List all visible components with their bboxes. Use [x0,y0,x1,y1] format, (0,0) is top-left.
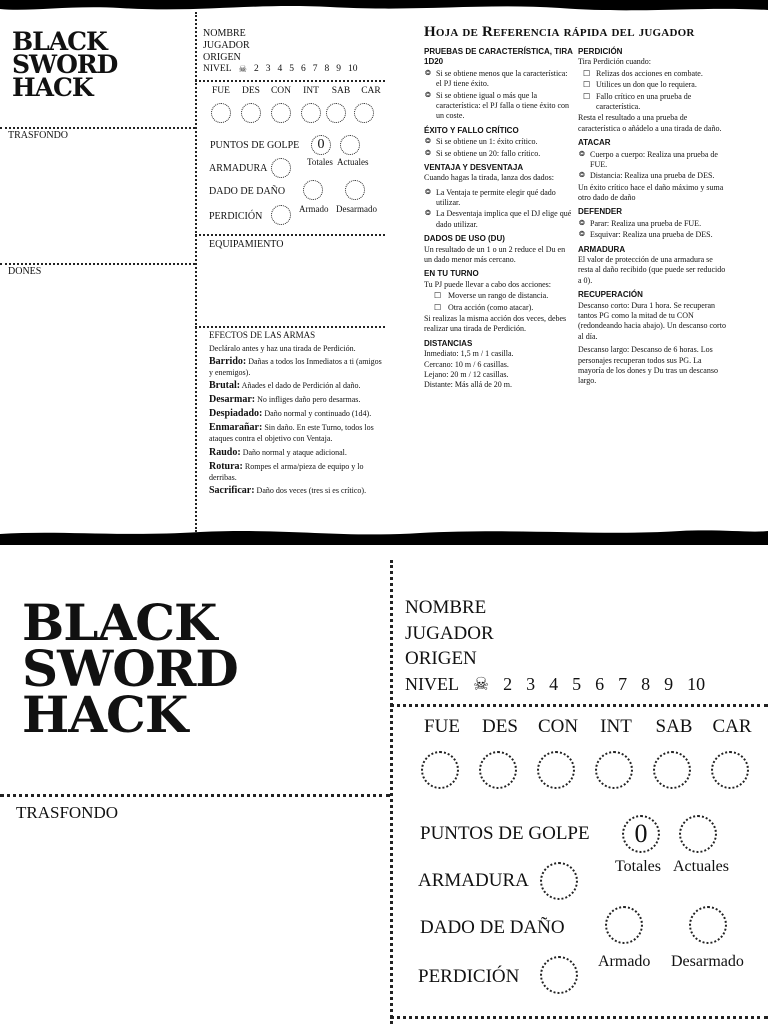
stat-des-circle[interactable] [241,103,261,123]
stat-sab-circle[interactable] [653,751,691,789]
perdicion-label: PERDICIÓN [209,211,263,222]
armor-circle[interactable] [540,862,578,900]
level-10[interactable]: 10 [348,64,358,74]
stat-sab-circle[interactable] [326,103,346,123]
stat-fue-circle[interactable] [421,751,459,789]
level-2[interactable]: 2 [503,674,513,694]
level-track[interactable] [203,64,358,75]
armadura-label-large: ARMADURA [418,870,529,891]
level-4[interactable]: 4 [277,64,283,74]
actuales-label: Actuales [337,157,369,167]
stat-fue-circle[interactable] [211,103,231,123]
trasfondo-field-large[interactable]: TRASFONDO [16,803,119,822]
stat-car-circle[interactable] [354,103,374,123]
level-2[interactable]: 2 [254,64,259,74]
stat-labels-large: FUE DES CON INT SAB CAR [424,716,752,737]
armor-circle[interactable] [271,158,291,178]
stat-con-circle[interactable] [537,751,575,789]
level-5[interactable]: 5 [572,674,582,694]
level-9[interactable]: 9 [336,64,342,74]
weapon-effects-intro: Decláralo antes y haz una tirada de Perdición. [209,343,356,353]
equipamiento-field[interactable]: EQUIPAMIENTO [209,239,284,250]
weapon-effect-item: Brutal: Añades el dado de Perdición al daño. [209,380,361,392]
chain-divider [390,1016,768,1019]
level-8[interactable]: 8 [641,674,651,694]
armado-label: Armado [598,953,651,970]
weapon-effects [209,330,387,498]
ink-brush-border-bottom [0,528,768,545]
level-6[interactable]: 6 [301,64,306,74]
nivel-label: NIVEL [203,64,232,74]
level-7[interactable]: 7 [618,674,628,694]
level-7[interactable]: 7 [312,64,318,74]
level-3[interactable]: 3 [526,674,536,694]
weapon-effect-item: Enmarañar: Sin daño. En este Turno, todos los ataques contra el objetivo con Ventaja. [209,422,374,444]
hp-total-circle[interactable]: 0 [622,815,660,853]
weapon-effect-item: Sacrificar: Daño dos veces (tres si es crítico). [209,485,367,497]
skull-crossbones-icon: ☠ [472,674,490,694]
skull-crossbones-icon: ☠ [238,65,248,75]
weapon-effect-item: Desarmar: No infliges daño pero desarmas. [209,394,361,406]
trasfondo-field[interactable]: TRASFONDO [8,130,69,141]
nivel-label: NIVEL [405,674,459,694]
dones-field[interactable]: DONES [8,266,42,277]
jugador-field[interactable]: JUGADOR [203,40,250,51]
level-5[interactable]: 5 [289,64,295,74]
totales-label: Totales [615,858,661,875]
reference-title: Hoja de Referencia rápida del jugador [424,24,695,40]
weapon-effect-item: Raudo: Daño normal y ataque adicional. [209,446,347,458]
armed-damage-circle[interactable] [605,906,643,944]
reference-column-right: PERDICIÓN Tira Perdición cuando: ☐ Relizas dos acciones en combate. ☐ Utilices un don que lo requiera. ☐ Fallo crítico en una prueba de característica. Resta el resultado a una prueba de característica o añádelo a una tirada de daño. ATACAR ❂ Cuerpo a cuerpo: Realiza una prueba de FUE. ❂ Distancia: Realiza una prueba de DES. Un éxito crítico hace el daño máximo y suma otro dado de daño DEFENDER ❂ Parar: Realiza una prueba de FUE. ❂ Esquivar: Realiza una prueba de DES. ARMADURA El valor de protección de una armadura se resta al daño recibido (que puede ser reducido a 0). RECUPERACIÓN Descanso corto: Dura 1 hora. Se recuperan tantos PG como la mitad de tu CON (redondeando hacia abajo). Un descanso corto al día. Descanso largo: Descanso de 6 horas. Los personajes recuperan todos sus PG. La mayoría de los dones y Du tras un descanso largo. [578,47,726,387]
level-8[interactable]: 8 [324,64,330,74]
perdicion-label-large: PERDICIÓN [418,966,520,987]
stat-des-circle[interactable] [479,751,517,789]
unarmed-damage-circle[interactable] [345,180,365,200]
game-logo: BLACK SWORD HACK [12,27,118,102]
level-track-large[interactable] [405,674,705,695]
stat-con-circle[interactable] [271,103,291,123]
stat-labels: FUE DES CON INT SAB CAR [212,86,381,96]
weapon-effects-title: EFECTOS DE LAS ARMAS [209,330,316,340]
weapon-effect-item: Despiadado: Daño normal y continuado (1d4). [209,408,372,420]
level-6[interactable]: 6 [595,674,605,694]
dado-dano-label: DADO DE DAÑO [209,186,286,197]
nombre-field-large[interactable]: NOMBRE [405,597,487,618]
armado-label: Armado [299,204,329,214]
nombre-field[interactable]: NOMBRE [203,28,246,39]
weapon-effect-item: Rotura: Rompes el arma/pieza de equipo y lo derribas. [209,460,364,482]
chain-divider-vertical [390,560,393,1024]
actuales-label: Actuales [673,858,729,875]
dado-dano-label-large: DADO DE DAÑO [420,917,565,938]
chain-divider [0,794,390,797]
chain-divider [195,326,385,328]
level-3[interactable]: 3 [265,64,271,74]
stat-car-circle[interactable] [711,751,749,789]
armadura-label: ARMADURA [209,163,268,174]
chain-divider [0,127,195,129]
origen-field[interactable]: ORIGEN [203,52,241,63]
level-4[interactable]: 4 [549,674,559,694]
desarmado-label: Desarmado [671,953,744,970]
chain-divider-vertical [195,12,197,532]
puntos-golpe-label: PUNTOS DE GOLPE [210,140,300,151]
stat-int-circle[interactable] [301,103,321,123]
totales-label: Totales [307,157,333,167]
unarmed-damage-circle[interactable] [689,906,727,944]
armed-damage-circle[interactable] [303,180,323,200]
level-10[interactable]: 10 [687,674,706,694]
puntos-golpe-label-large: PUNTOS DE GOLPE [420,823,590,844]
perdicion-circle[interactable] [540,956,578,994]
chain-divider [0,263,195,265]
origen-field-large[interactable]: ORIGEN [405,648,477,669]
jugador-field-large[interactable]: JUGADOR [405,623,494,644]
stat-int-circle[interactable] [595,751,633,789]
chain-divider [195,234,385,236]
game-logo-large: BLACK SWORD HACK [22,593,238,744]
hp-current-circle[interactable] [679,815,717,853]
level-9[interactable]: 9 [664,674,674,694]
desarmado-label: Desarmado [336,204,377,214]
ink-brush-border-top [0,0,768,18]
perdicion-circle[interactable] [271,205,291,225]
reference-column-left: PRUEBAS DE CARACTERÍSTICA, TIRA 1D20 ❂ Si se obtiene menos que la característica: el PJ tiene éxito. ❂ Si se obtiene igual o más que la característica: el PJ falla o tiene éxito con un coste. ÉXITO Y FALLO CRÍTICO ❂ Si se obtiene un 1: éxito crítico. ❂ Si se obtiene un 20: fallo crítico. VENTAJA Y DESVENTAJA Cuando hagas la tirada, lanza dos dados: ❂ La Ventaja te permite elegir qué dado utilizar. ❂ La Desventaja implica que el DJ elige qué dado utilizar. DADOS DE USO (DU) Un resultado de un 1 o un 2 reduce el Du en un dado menor más cercano. EN TU TURNO Tu PJ puede llevar a cabo dos acciones: ☐ Moverse un rango de distancia. ☐ Otra acción (como atacar). Si realizas la misma acción dos veces, debes realizar una tirada de Perdición. DISTANCIAS Inmediato: 1,5 m / 1 casilla. Cercano: 10 m / 6 casillas. Lejano: 20 m / 12 casillas. Distante: Más allá de 20 m. [424,47,574,391]
chain-divider [390,704,768,707]
hp-current-circle[interactable] [340,135,360,155]
hp-total-circle[interactable]: 0 [311,135,331,155]
weapon-effect-item: Barrido: Dañas a todos los Inmediatos a ti (amigos y enemigos). [209,356,382,378]
chain-divider [195,80,385,82]
